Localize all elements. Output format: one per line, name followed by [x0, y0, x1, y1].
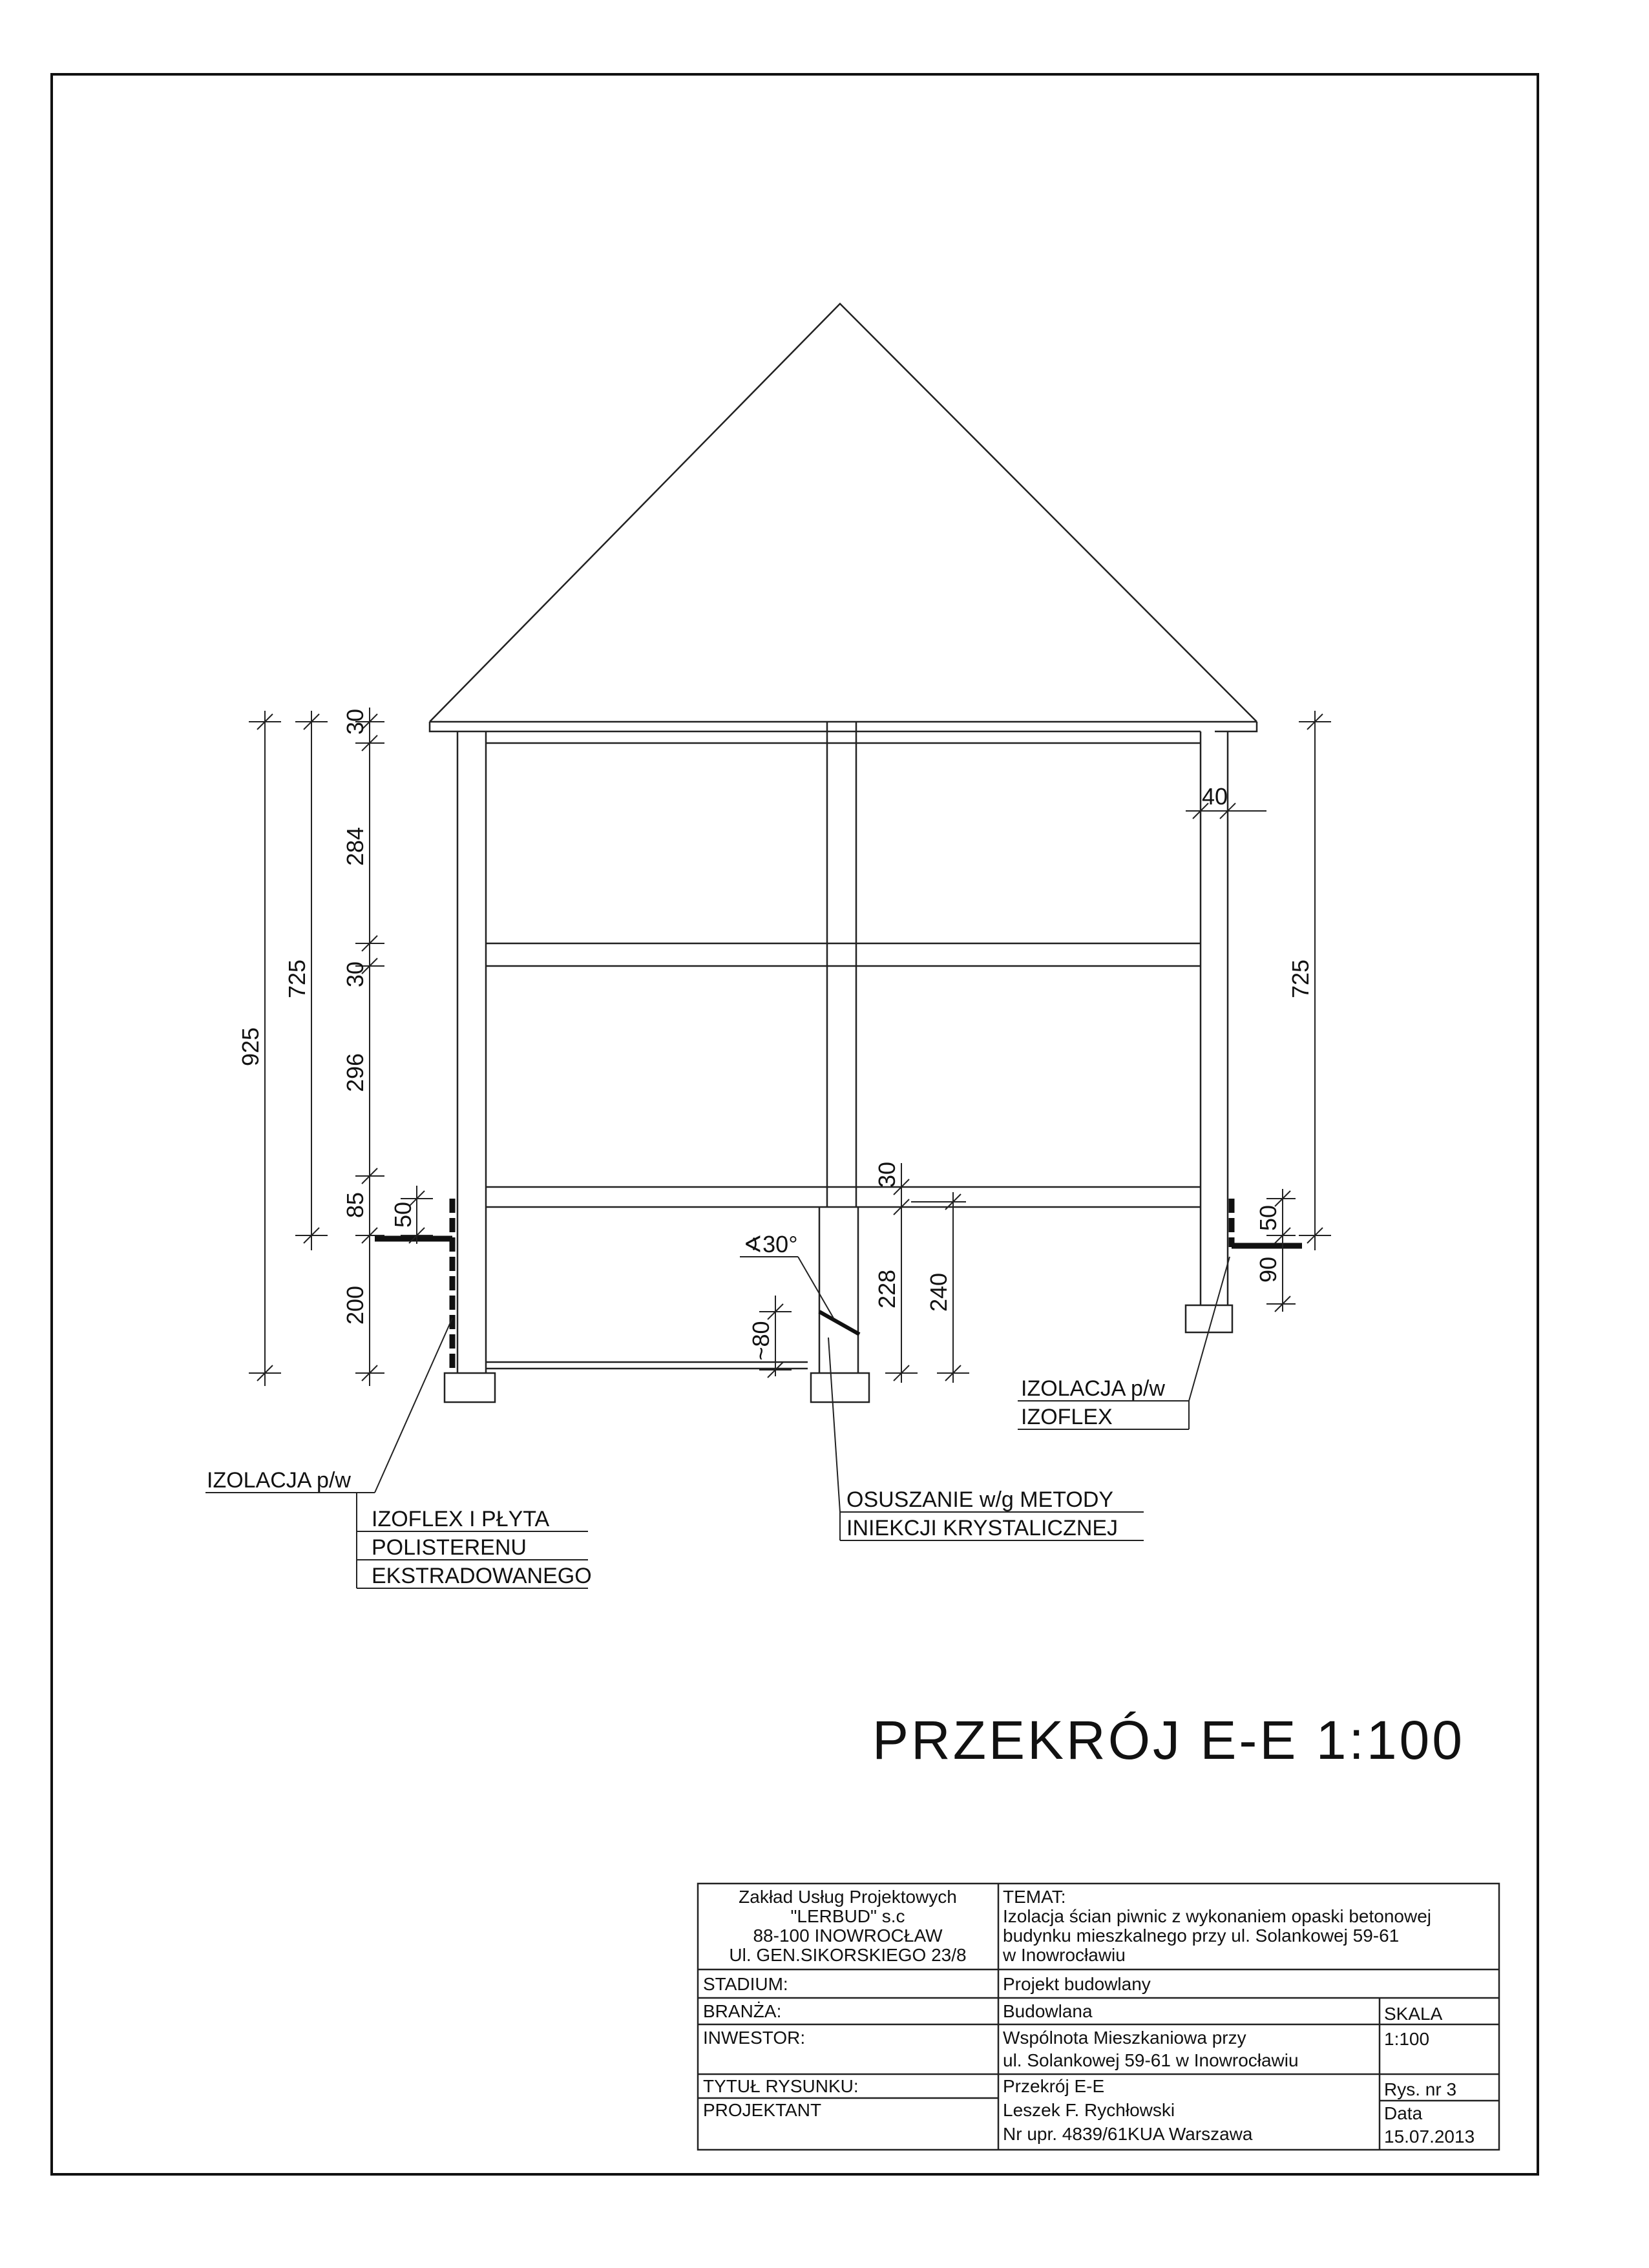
dim-296: 296 — [342, 1053, 368, 1093]
office-name: Zakład Usług Projektowych — [739, 1887, 957, 1907]
projektant-license: Nr upr. 4839/61KUA Warszawa — [1003, 2124, 1253, 2144]
skala-value: 1:100 — [1384, 2029, 1430, 2049]
temat-label: TEMAT: — [1003, 1887, 1066, 1907]
dim-80: ~80 — [748, 1321, 774, 1361]
dim-725-right: 725 — [1287, 959, 1314, 999]
branza-label: BRANŻA: — [703, 2001, 782, 2021]
dim-240: 240 — [925, 1272, 952, 1312]
temat-line-1: Izolacja ścian piwnic z wykonaniem opaski betonowej — [1003, 1906, 1432, 1926]
projektant-label: PROJEKTANT — [703, 2100, 822, 2120]
temat-line-2: budynku mieszkalnego przy ul. Solankowej 59-61 — [1003, 1926, 1400, 1946]
left-izolacja-label: IZOLACJA p/w — [207, 1468, 351, 1493]
dim-90: 90 — [1255, 1256, 1281, 1283]
dim-30-mid: 30 — [342, 961, 368, 988]
office-city: 88-100 INOWROCŁAW — [753, 1926, 943, 1946]
dimension-lines — [249, 708, 1331, 1386]
projektant-name: Leszek F. Rychłowski — [1003, 2100, 1175, 2120]
tytul-value: Przekrój E-E — [1003, 2076, 1105, 2096]
right-izoflex-label: IZOFLEX — [1021, 1405, 1113, 1429]
injection-mark — [819, 1312, 859, 1334]
roof-outline — [430, 304, 1257, 722]
center-iniekcji-label: INIEKCJI KRYSTALICZNEJ — [846, 1516, 1119, 1540]
rys-label: Rys. nr 3 — [1384, 2079, 1457, 2099]
dim-angle: ∢30° — [743, 1231, 798, 1257]
annotation-texts — [207, 1376, 1165, 1588]
inwestor-label: INWESTOR: — [703, 2028, 806, 2048]
office-company: "LERBUD" s.c — [790, 1906, 905, 1926]
left-izoflex-label: IZOFLEX I PŁYTA — [372, 1507, 550, 1531]
roof-eave-left — [430, 722, 486, 731]
dim-40: 40 — [1201, 783, 1228, 810]
dim-200: 200 — [342, 1285, 368, 1325]
tytul-label: TYTUŁ RYSUNKU: — [703, 2076, 859, 2096]
dim-85: 85 — [342, 1192, 368, 1219]
left-ekstradowanego-label: EKSTRADOWANEGO — [372, 1564, 592, 1588]
stadium-value: Projekt budowlany — [1003, 1974, 1151, 1994]
dimension-labels — [237, 709, 1314, 1361]
data-label: Data — [1384, 2103, 1423, 2123]
building-section — [430, 304, 1257, 1402]
office-street: Ul. GEN.SIKORSKIEGO 23/8 — [729, 1945, 967, 1965]
title-block-texts — [703, 1887, 1475, 2147]
dim-725-left: 725 — [284, 959, 310, 999]
dim-30-center: 30 — [874, 1161, 900, 1188]
insulation-marks — [375, 1199, 1302, 1370]
dim-925: 925 — [237, 1027, 264, 1067]
dim-50-left: 50 — [390, 1201, 416, 1228]
stadium-label: STADIUM: — [703, 1974, 788, 1994]
roof-eave-right — [1215, 722, 1257, 731]
skala-label: SKALA — [1384, 2004, 1443, 2024]
inwestor-line-2: ul. Solankowej 59-61 w Inowrocławiu — [1003, 2050, 1299, 2070]
temat-line-3: w Inowrocławiu — [1003, 1945, 1126, 1965]
dim-228: 228 — [874, 1269, 900, 1309]
drawing-title: PRZEKRÓJ E-E 1:100 — [872, 1710, 1465, 1770]
dim-30-top: 30 — [342, 708, 368, 735]
left-polisterenu-label: POLISTERENU — [372, 1535, 527, 1560]
data-value: 15.07.2013 — [1384, 2126, 1475, 2147]
inwestor-line-1: Wspólnota Mieszkaniowa przy — [1003, 2028, 1246, 2048]
dim-50-right: 50 — [1255, 1204, 1281, 1232]
right-izolacja-label: IZOLACJA p/w — [1021, 1376, 1165, 1401]
dim-284: 284 — [342, 826, 368, 866]
branza-value: Budowlana — [1003, 2001, 1093, 2021]
center-osuszanie-label: OSUSZANIE w/g METODY — [846, 1487, 1114, 1512]
